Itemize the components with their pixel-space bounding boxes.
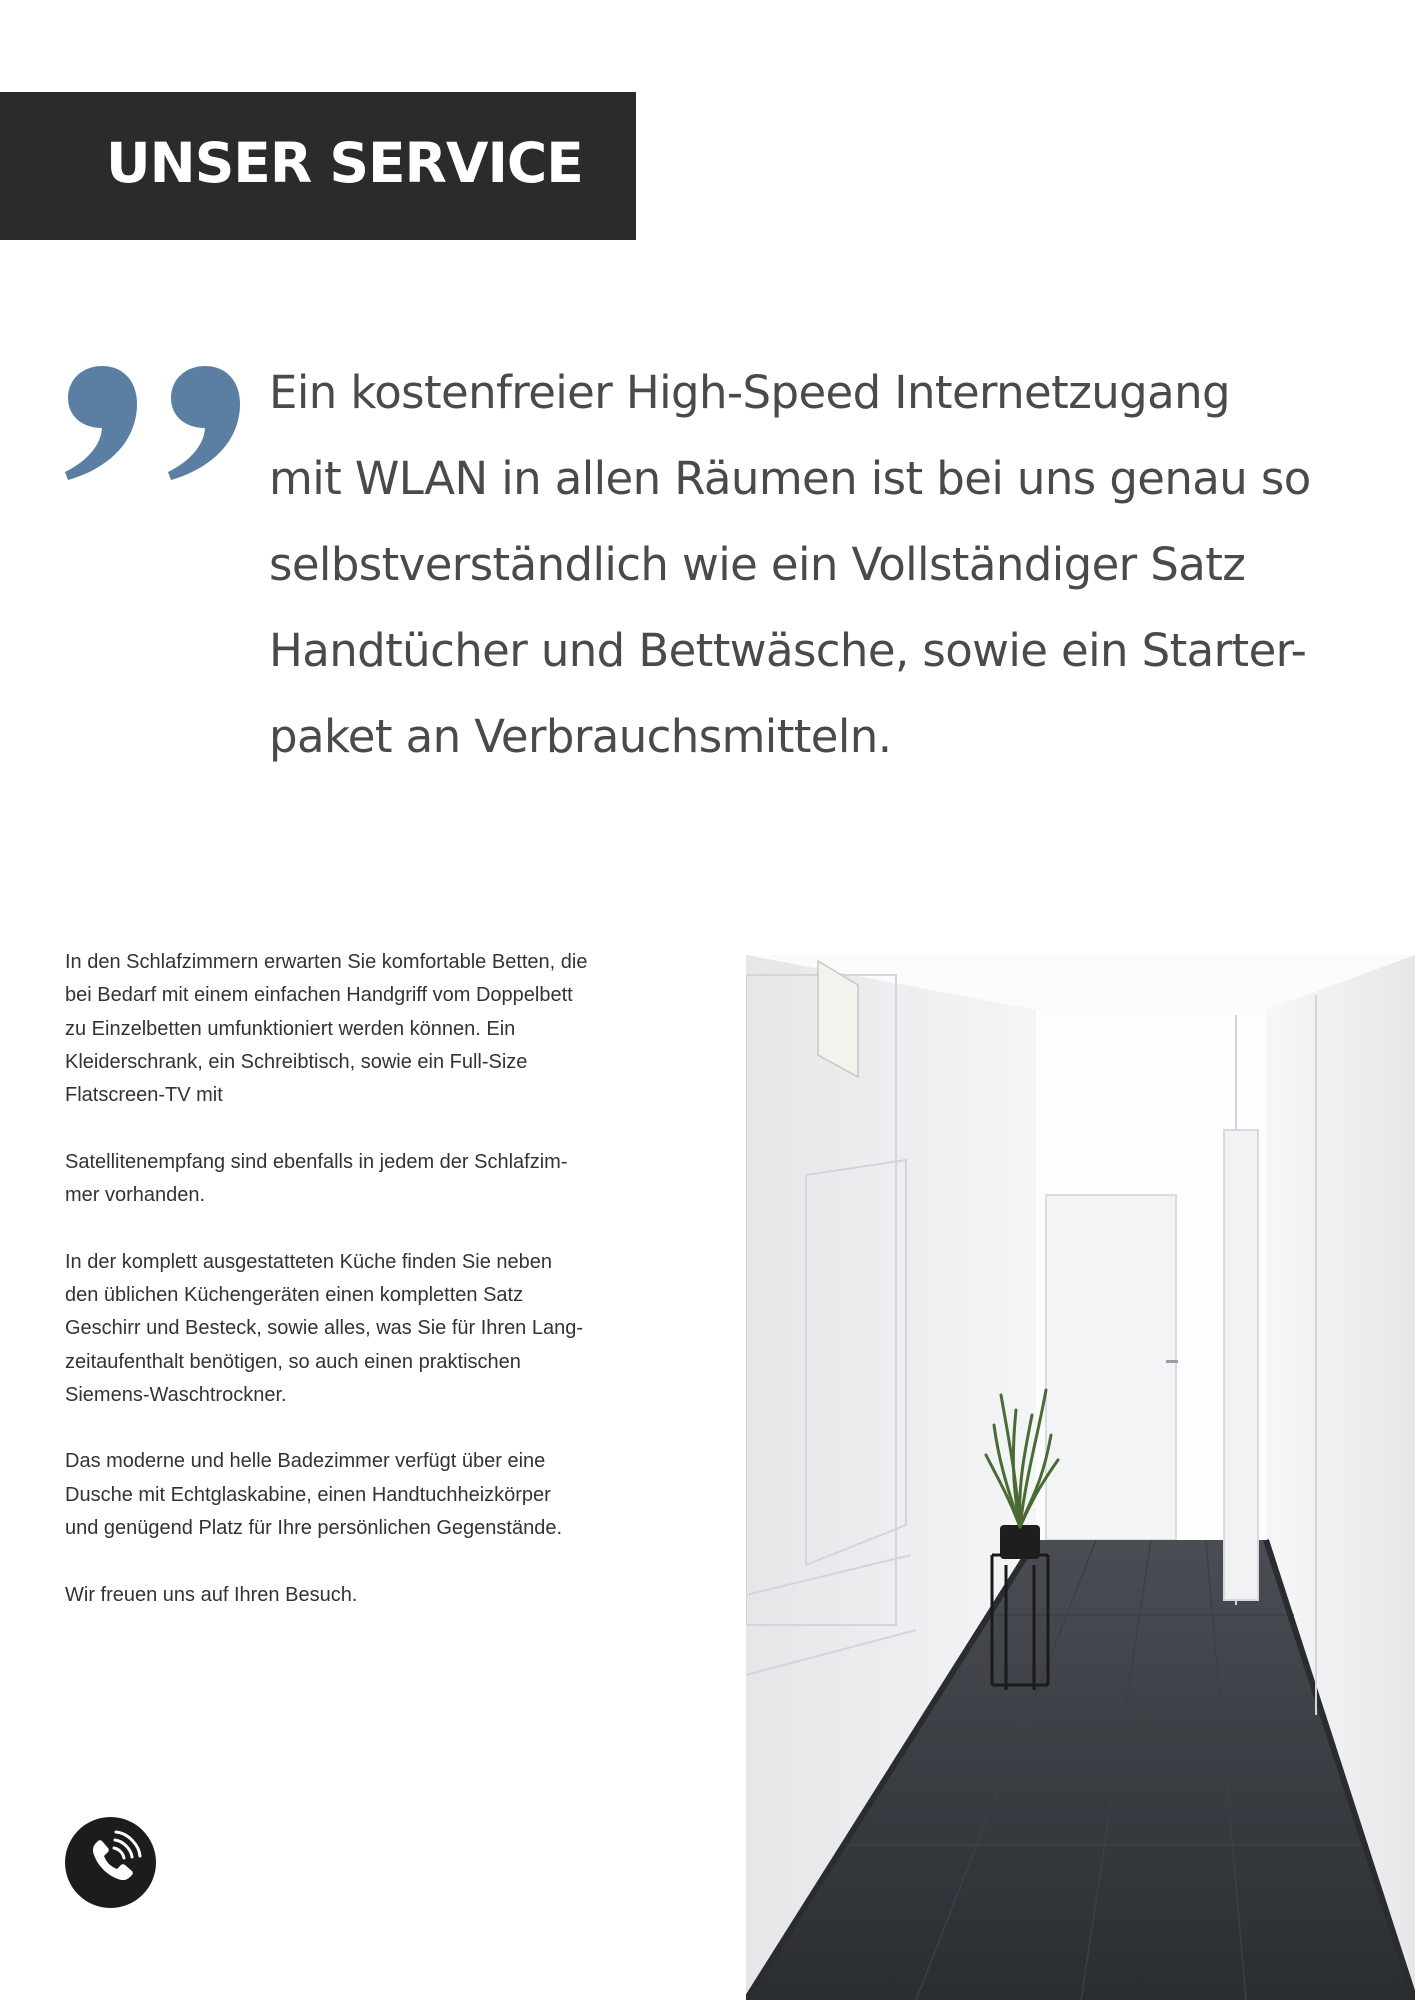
quote-line: mit WLAN in allen Räumen ist bei uns genau so [269, 452, 1311, 505]
plant-pot [1000, 1525, 1040, 1559]
hallway-illustration [746, 955, 1415, 2000]
text-line: zeitaufenthalt benötigen, so auch einen praktischen [65, 1350, 521, 1373]
end-door [1046, 1195, 1176, 1540]
text-line: zu Einzelbetten umfunktioniert werden können. Ein [65, 1017, 516, 1040]
text-line: Dusche mit Echtglaskabine, einen Handtuchheizkörper [65, 1483, 551, 1506]
quote-line: Handtücher und Bettwäsche, sowie ein Starter- [269, 624, 1307, 677]
text-line: mer vorhanden. [65, 1184, 206, 1207]
door-frame-right [1224, 1130, 1258, 1600]
quote-icon [62, 360, 242, 484]
text-line: Geschirr und Besteck, sowie alles, was Sie für Ihren Lang- [65, 1317, 584, 1340]
quote-line: Ein kostenfreier High-Speed Internetzugang [269, 366, 1230, 419]
quote-line: selbstverständlich wie ein Vollständiger Satz [269, 538, 1246, 591]
body-text [65, 946, 685, 1645]
paragraph-satellite [65, 1146, 685, 1213]
phone-icon [65, 1817, 156, 1908]
text-line: In der komplett ausgestatteten Küche finden Sie neben [65, 1250, 553, 1273]
text-line: bei Bedarf mit einem einfachen Handgriff vom Doppelbett [65, 984, 573, 1007]
text-line: Siemens-Waschtrockner. [65, 1383, 287, 1406]
quote-text [269, 350, 1329, 780]
paragraph-kitchen [65, 1246, 685, 1412]
text-line: Flatscreen-TV mit [65, 1084, 223, 1107]
text-line: Das moderne und helle Badezimmer verfügt über eine [65, 1450, 546, 1473]
paragraph-closing [65, 1579, 685, 1612]
text-line: Kleiderschrank, ein Schreibtisch, sowie ein Full-Size [65, 1050, 528, 1073]
page-title: UNSER SERVICE [106, 131, 583, 195]
paragraph-bedrooms [65, 946, 685, 1112]
hallway-photo [746, 955, 1415, 2000]
paragraph-bathroom [65, 1445, 685, 1545]
text-line: den üblichen Küchengeräten einen kompletten Satz [65, 1283, 524, 1306]
text-line: In den Schlafzimmern erwarten Sie komfortable Betten, die [65, 951, 588, 973]
door-handle [1166, 1360, 1178, 1363]
text-line: Wir freuen uns auf Ihren Besuch. [65, 1583, 358, 1606]
quote-line: paket an Verbrauchsmitteln. [269, 710, 892, 763]
text-line: Satellitenempfang sind ebenfalls in jedem der Schlafzim- [65, 1150, 568, 1173]
title-bar [0, 92, 636, 240]
text-line: und genügend Platz für Ihre persönlichen Gegenstände. [65, 1517, 563, 1540]
phone-button[interactable] [65, 1817, 156, 1908]
